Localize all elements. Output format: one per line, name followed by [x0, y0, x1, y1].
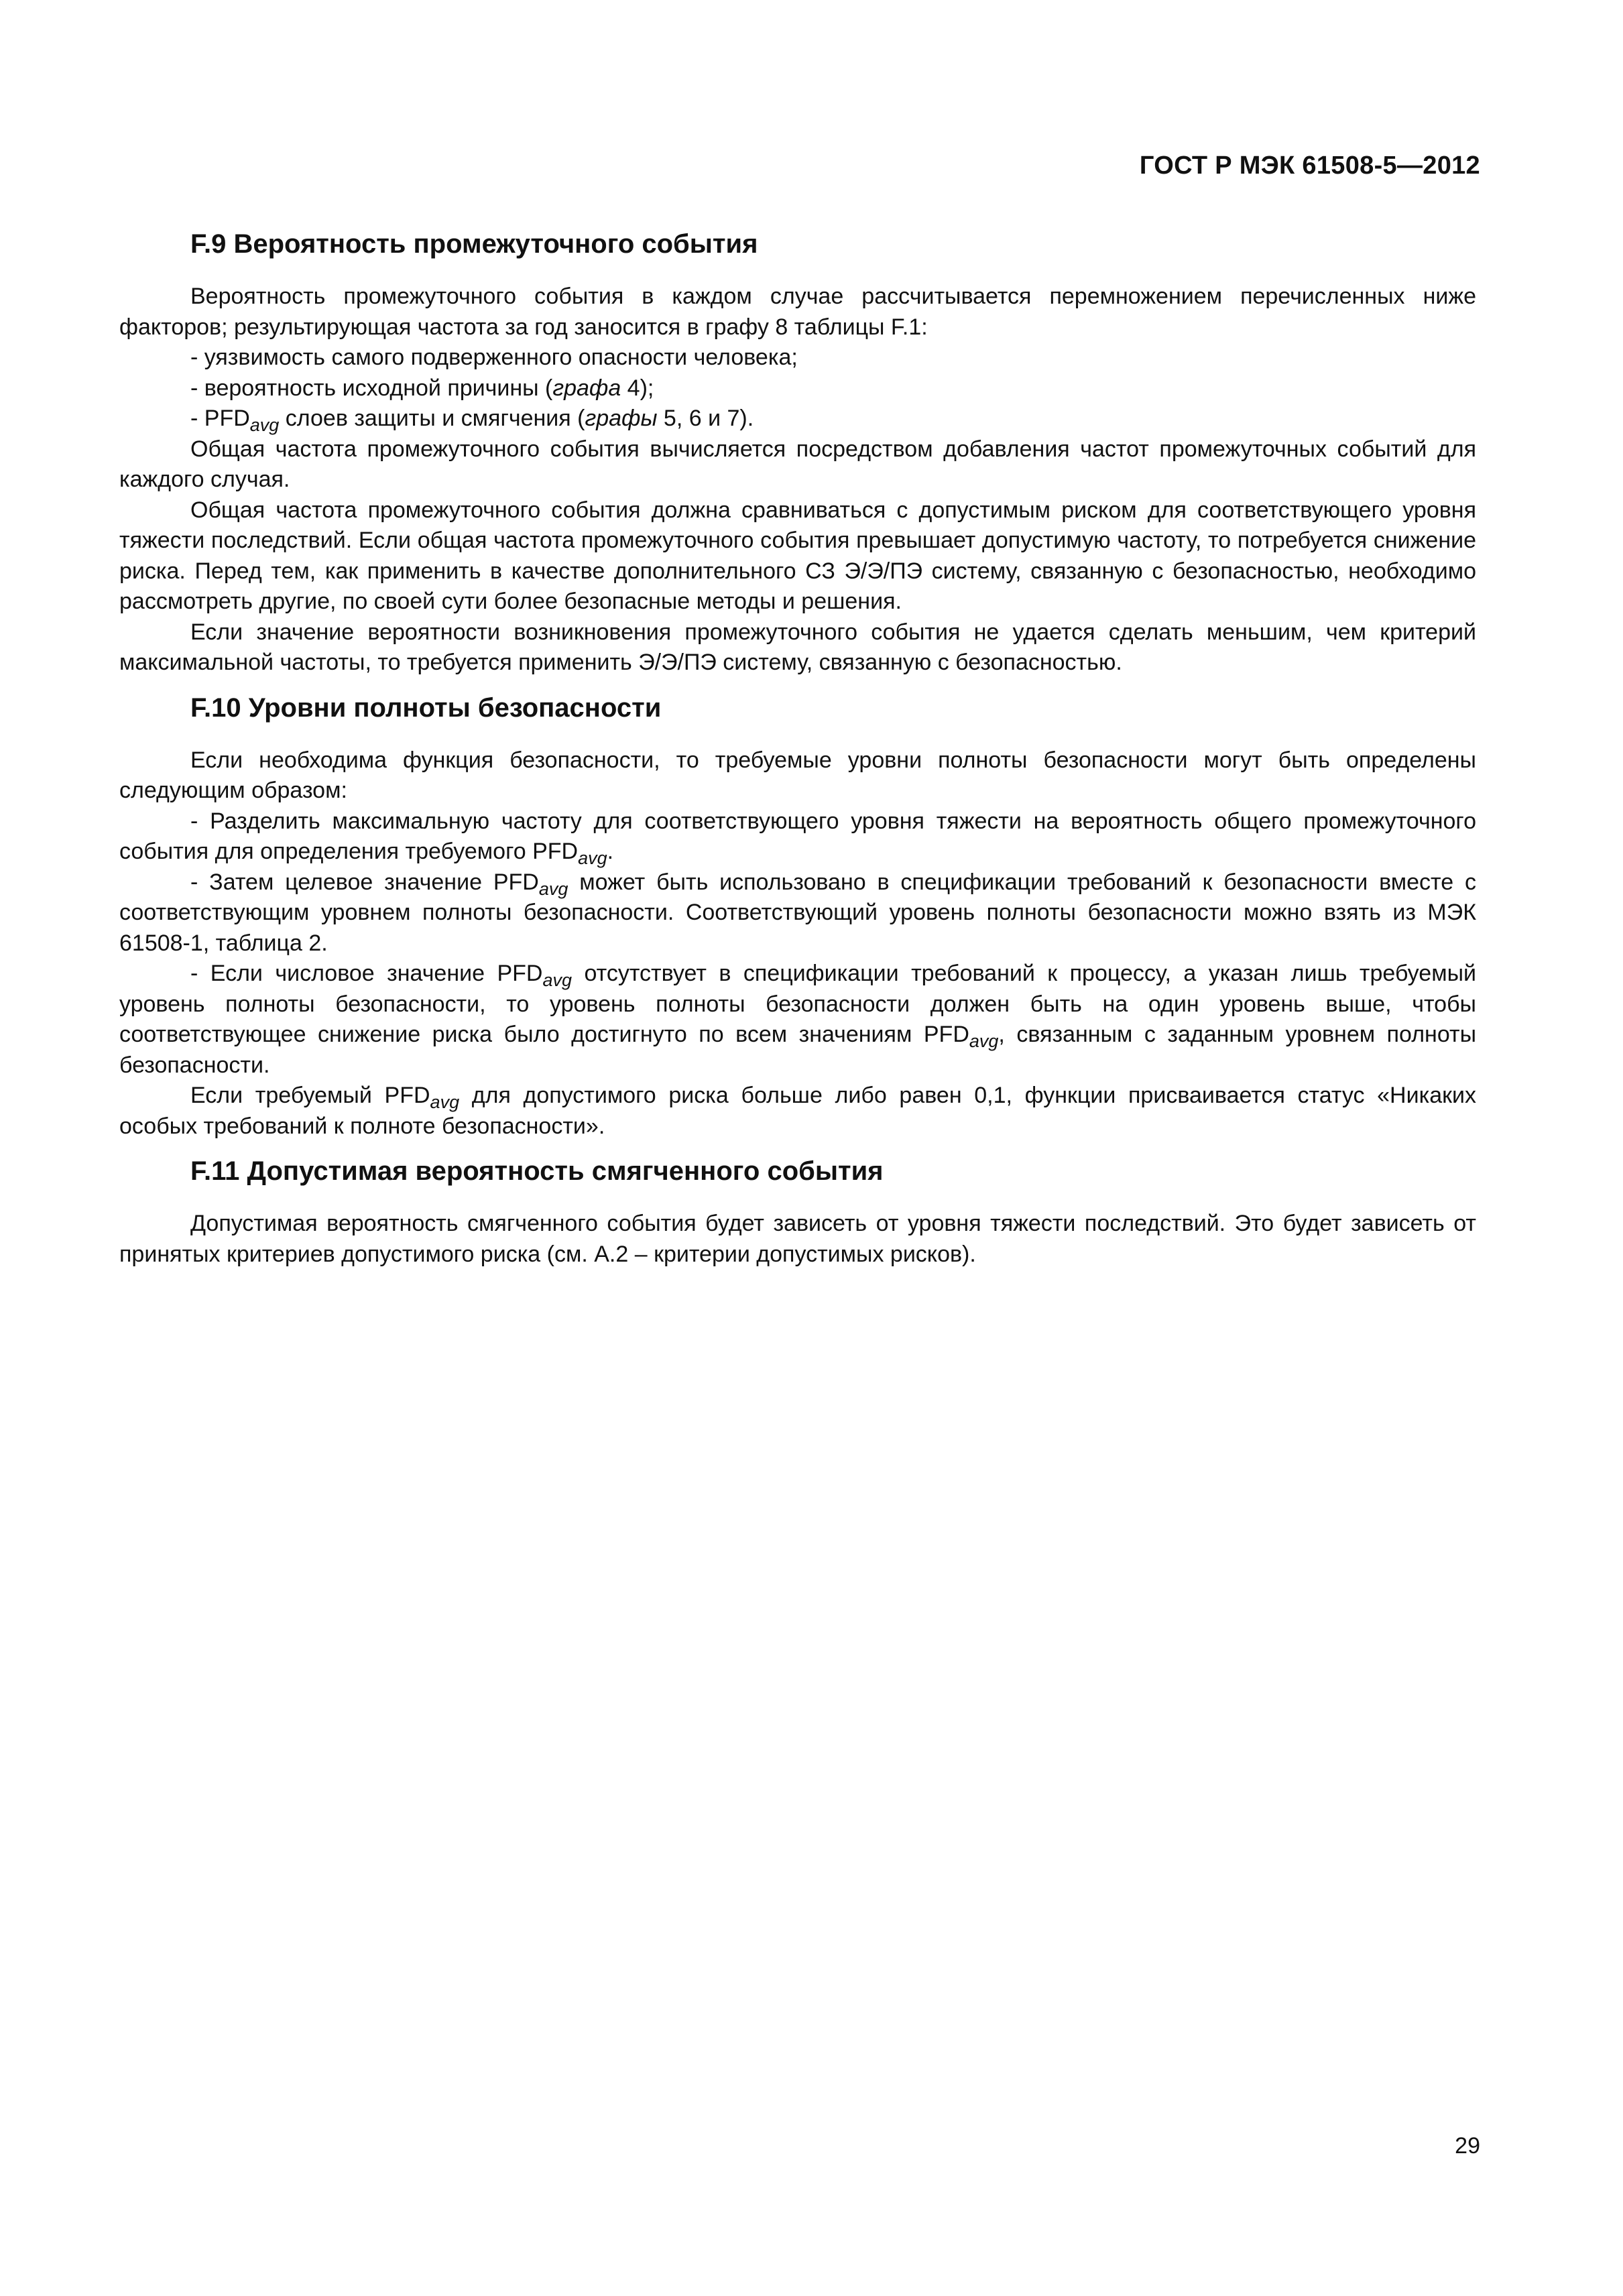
- f9-paragraph-4: Если значение вероятности возникновения промежуточного события не удается сделать меньшим, чем критерий максимальной частоты, то требуется применить Э/Э/ПЭ систему, связанную с безопасностью.: [119, 619, 1476, 675]
- pfd-subscript: avg: [578, 848, 607, 868]
- f10-paragraph-1: Если необходима функция безопасности, то требуемые уровни полноты безопасности могут быть определены следующим образом:: [119, 747, 1476, 803]
- text-run: для допустимого риска больше либо равен 0,1, функции присваивается статус «Никаких особых требований к полноте безопасности».: [119, 1083, 1477, 1139]
- text-run: 4);: [621, 375, 654, 401]
- f9-paragraph-1: Вероятность промежуточного события в каждом случае рассчитывается перемножением перечисленных ниже факторов; результирующая частота за год заносится в графу 8 таблицы F.1:: [119, 284, 1476, 340]
- f9-list-item-3: [119, 404, 1476, 434]
- text-run: .: [607, 839, 614, 864]
- pfd-subscript: avg: [969, 1031, 999, 1051]
- section-heading-f11: F.11 Допустимая вероятность смягченного события: [190, 1156, 884, 1186]
- f10-paragraph-3: [119, 867, 1476, 959]
- f10-paragraph-4: [119, 959, 1476, 1081]
- standard-designation: ГОСТ Р МЭК 61508-5—2012: [1139, 152, 1480, 180]
- italic-term: графы: [585, 406, 658, 431]
- page-number: 29: [1455, 2133, 1480, 2159]
- pfd-term: PFD: [493, 869, 539, 895]
- text-run: - Если числовое значение: [190, 961, 497, 986]
- text-run: может быть использовано в спецификации требований к безопасности вместе с соответствующим уровнем полноты безопасности. Соответствующий уровень полноты безопасности можно взять из МЭК 61508-1, таблица 2.: [119, 869, 1476, 956]
- pfd-subscript: avg: [430, 1092, 460, 1112]
- section-heading-f10: F.10 Уровни полноты безопасности: [190, 692, 662, 723]
- text-run: - Разделить максимальную частоту для соответствующего уровня тяжести на вероятность общего промежуточного события для определения требуемого: [119, 808, 1476, 864]
- pfd-subscript: avg: [538, 878, 568, 899]
- pfd-term: PFD: [532, 839, 579, 864]
- f9-paragraph-3: Общая частота промежуточного события должна сравниваться с допустимым риском для соответствующего уровня тяжести последствий. Если общая частота промежуточного события превышает допустимую частоту, то потребуется снижение риска. Перед тем, как применить в качестве дополнительного СЗ Э/Э/ПЭ систему, связанную с безопасностью, необходимо рассмотреть другие, по своей сути более безопасные методы и решения.: [119, 497, 1476, 614]
- text-run: - вероятность исходной причины (: [190, 375, 553, 401]
- pfd-term: PFD: [384, 1083, 430, 1108]
- document-body: [119, 228, 1476, 1270]
- pfd-term: PFD: [923, 1022, 969, 1047]
- pfd-term: PFD: [204, 406, 250, 431]
- f9-list-item-1: - уязвимость самого подверженного опасности человека;: [190, 345, 798, 370]
- f11-paragraph-1: Допустимая вероятность смягченного события будет зависеть от уровня тяжести последствий. Это будет зависеть от принятых критериев допустимого риска (см. А.2 – критерии допустимых рисков).: [119, 1211, 1476, 1267]
- text-run: 5, 6 и 7).: [657, 406, 754, 431]
- text-run: , связанным с заданным уровнем полноты безопасности.: [119, 1022, 1477, 1078]
- f10-paragraph-5: [119, 1081, 1476, 1142]
- text-run: слоев защиты и смягчения (: [279, 406, 585, 431]
- text-run: - Затем целевое значение: [190, 869, 493, 895]
- pfd-subscript: avg: [249, 415, 280, 435]
- pfd-subscript: avg: [542, 970, 573, 990]
- f9-list-item-2: [119, 373, 1476, 404]
- pfd-term: PFD: [497, 961, 543, 986]
- italic-term: графа: [552, 375, 621, 401]
- text-run: -: [190, 406, 204, 431]
- text-run: Если требуемый: [190, 1083, 385, 1108]
- section-heading-f9: F.9 Вероятность промежуточного события: [190, 229, 758, 259]
- f10-paragraph-2: [119, 806, 1476, 867]
- f9-paragraph-2: Общая частота промежуточного события вычисляется посредством добавления частот промежуточных событий для каждого случая.: [119, 436, 1476, 492]
- text-run: отсутствует в спецификации требований к процессу, а указан лишь требуемый уровень полноты безопасности, то уровень полноты безопасности должен быть на один уровень выше, чтобы соответствующее снижение риска было достигнуто по всем значениям: [119, 961, 1477, 1047]
